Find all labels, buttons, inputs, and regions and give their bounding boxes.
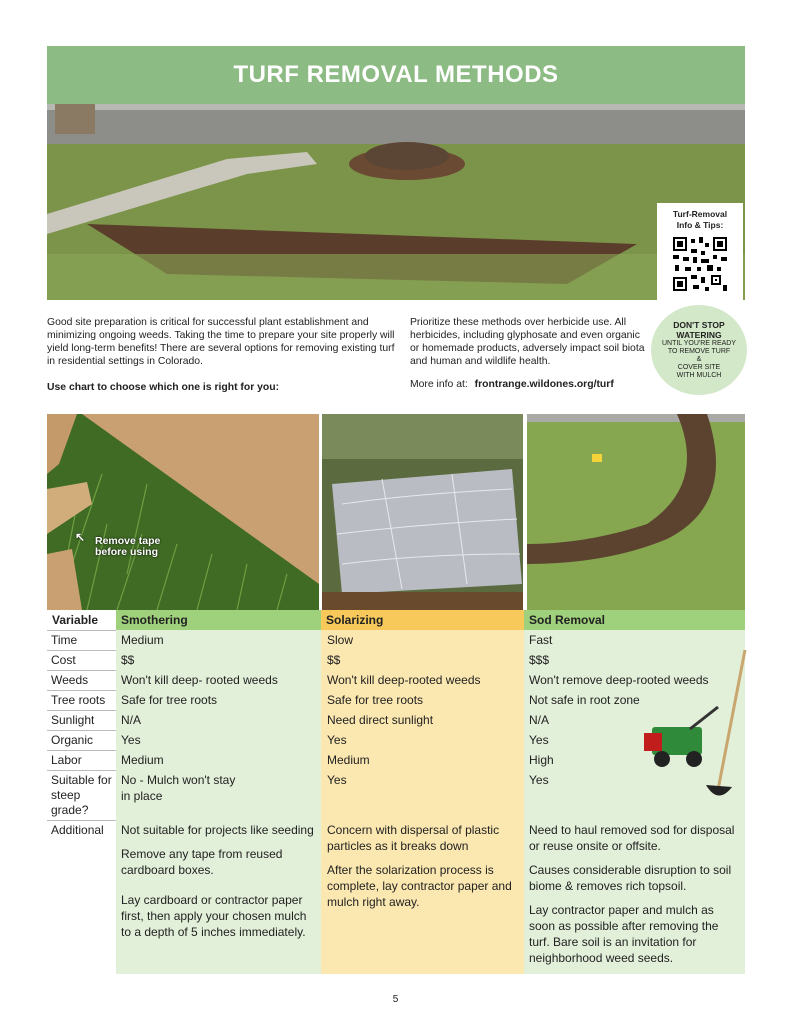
smothering-note-1: Not suitable for projects like seeding	[121, 823, 314, 837]
qr-code-panel	[657, 203, 743, 300]
badge-line1: DON'T STOP	[673, 320, 725, 330]
intro-paragraph: Good site preparation is critical for successful plant establishment and minimizing ongoing weeds. Taking the time to prepare your site properly will yield long-term benefits! There are several options for removing existing turf in residential settings in Colorado.	[47, 317, 395, 367]
cell-smothering-tree-roots: Safe for tree roots	[121, 693, 218, 707]
more-info	[410, 378, 650, 391]
solarizing-photo	[322, 414, 523, 610]
cell-smothering-labor: Medium	[121, 753, 164, 767]
arrow-icon: ↖	[75, 530, 86, 544]
cell-sod-sunlight: N/A	[529, 713, 550, 727]
smothering-note-2: Remove any tape from reused cardboard boxes.	[121, 847, 283, 877]
row-divider	[47, 650, 116, 651]
sod-cut-illustration	[527, 414, 745, 610]
cell-sod-organic: Yes	[529, 733, 549, 747]
herbicide-note: Prioritize these methods over herbicide use. All herbicides, including glyphosate and even organic or homemade products, adversely impact soil biota and human and wildlife health.	[410, 317, 645, 367]
cell-sod-additional	[529, 822, 739, 974]
row-label-tree-roots: Tree roots	[51, 693, 106, 707]
row-label-sunlight: Sunlight	[51, 713, 95, 727]
badge-line5: &	[696, 356, 702, 363]
row-label-cost: Cost	[51, 653, 76, 667]
sod-cutter-illustration	[640, 645, 750, 805]
cell-solarizing-cost: $$	[327, 653, 341, 667]
cell-smothering-steep-grade: No - Mulch won't stay in place	[121, 773, 236, 803]
row-label-time: Time	[51, 633, 78, 647]
intro-right-column	[410, 316, 650, 401]
watering-badge	[651, 305, 747, 395]
more-info-label: More info at:	[410, 379, 468, 390]
smothering-photo	[47, 414, 319, 610]
cell-solarizing-additional	[327, 822, 522, 918]
hero-photo-front-yard	[47, 104, 745, 300]
yard-illustration	[47, 104, 745, 300]
cell-sod-cost: $$$	[529, 653, 550, 667]
row-divider	[47, 750, 116, 751]
cell-smothering-sunlight: N/A	[121, 713, 142, 727]
cell-sod-steep-grade: Yes	[529, 773, 549, 787]
header-variable: Variable	[47, 610, 116, 630]
row-label-steep-grade: Suitable for steep grade?	[51, 773, 112, 817]
cell-solarizing-labor: Medium	[327, 753, 370, 767]
row-label-organic: Organic	[51, 733, 94, 747]
intro-left-column	[47, 316, 397, 407]
plastic-sheet-illustration	[322, 414, 523, 610]
cell-solarizing-sunlight: Need direct sunlight	[327, 713, 434, 727]
row-label-labor: Labor	[51, 753, 82, 767]
cell-solarizing-time: Slow	[327, 633, 354, 647]
row-divider	[47, 730, 116, 731]
header-solarizing: Solarizing	[321, 610, 524, 630]
sod-note-3: Lay contractor paper and mulch as soon as possible after removing the turf. Bare soil is an invitation for neighborhood weed seeds.	[529, 903, 719, 965]
row-divider	[47, 630, 116, 631]
cell-sod-labor: High	[529, 753, 554, 767]
tape-note-line2: before using	[95, 546, 159, 558]
qr-label-line1: Turf-Removal	[672, 209, 728, 219]
badge-line2: WATERING	[676, 330, 722, 340]
cell-solarizing-tree-roots: Safe for tree roots	[327, 693, 424, 707]
header-smothering: Smothering	[116, 610, 321, 630]
more-info-link[interactable]: frontrange.wildones.org/turf	[474, 379, 614, 390]
sod-note-1: Need to haul removed sod for disposal or reuse onsite or offsite.	[529, 823, 735, 853]
row-label-weeds: Weeds	[51, 673, 89, 687]
row-divider	[47, 820, 116, 821]
cell-sod-weeds: Won't remove deep-rooted weeds	[529, 673, 709, 687]
cell-sod-time: Fast	[529, 633, 553, 647]
cell-smothering-additional	[121, 822, 317, 948]
row-divider	[47, 770, 116, 771]
cardboard-illustration	[47, 414, 319, 610]
cell-smothering-weeds: Won't kill deep- rooted weeds	[121, 673, 278, 687]
smothering-note-3: Lay cardboard or contractor paper first, then apply your chosen mulch to a depth of 5 inches immediately.	[121, 893, 307, 939]
cell-smothering-cost: $$	[121, 653, 135, 667]
page-title: TURF REMOVAL METHODS	[233, 61, 559, 88]
tape-note	[75, 530, 161, 558]
row-divider	[47, 710, 116, 711]
row-divider	[47, 690, 116, 691]
page-banner	[47, 46, 745, 104]
cell-solarizing-steep-grade: Yes	[327, 773, 347, 787]
page-number: 5	[392, 994, 399, 1005]
qr-label-line2: Info & Tips:	[676, 220, 724, 230]
badge-line4: TO REMOVE TURF	[667, 348, 731, 355]
solarizing-note-1: Concern with dispersal of plastic particles as it breaks down	[327, 823, 500, 853]
cell-sod-tree-roots: Not safe in root zone	[529, 693, 640, 707]
sod-removal-photo	[527, 414, 745, 610]
solarizing-note-2: After the solarization process is complete, lay contractor paper and mulch right away.	[327, 863, 512, 909]
cell-solarizing-organic: Yes	[327, 733, 347, 747]
qr-label	[657, 209, 743, 231]
row-label-additional: Additional	[51, 823, 104, 837]
badge-line6: COVER SITE	[677, 364, 721, 371]
cell-smothering-time: Medium	[121, 633, 164, 647]
qr-code-icon[interactable]	[671, 235, 729, 293]
badge-line7: WITH MULCH	[676, 372, 722, 379]
badge-line3: UNTIL YOU'RE READY	[661, 340, 737, 347]
sod-note-2: Causes considerable disruption to soil biome & removes rich topsoil.	[529, 863, 732, 893]
row-divider	[47, 670, 116, 671]
cell-smothering-organic: Yes	[121, 733, 141, 747]
chart-instruction: Use chart to choose which one is right for you:	[47, 382, 280, 393]
header-sod-removal: Sod Removal	[524, 610, 745, 630]
tape-note-line1: Remove tape	[95, 535, 161, 547]
cell-solarizing-weeds: Won't kill deep-rooted weeds	[327, 673, 481, 687]
